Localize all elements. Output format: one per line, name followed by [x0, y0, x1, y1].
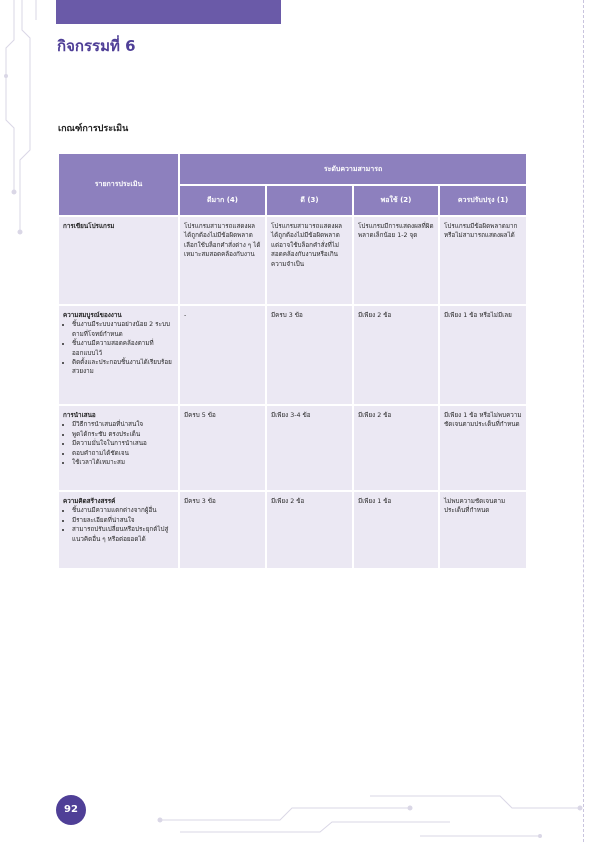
- score-cell: โปรแกรมมีข้อผิดพลาดมากหรือไม่สามารถแสดงผลได้: [440, 217, 526, 304]
- score-cell: มีเพียง 1 ข้อ หรือไม่พบความชัดเจนตามประเด็นที่กำหนด: [440, 406, 526, 490]
- score-cell: โปรแกรมสามารถแสดงผลได้ถูกต้องไม่มีข้อผิดพลาด เลือกใช้บล็อกคำสั่งต่าง ๆ ได้เหมาะสมสอดคล้องกับงาน: [180, 217, 265, 304]
- criteria-bullet: • สามารถปรับเปลี่ยนหรือประยุกต์ไปสู่แนวคิดอื่น ๆ หรือต่อยอดได้: [72, 525, 174, 544]
- criteria-bullet: • ติดตั้งและประกอบชิ้นงานได้เรียบร้อยสวยงาม: [72, 358, 174, 377]
- score-cell: มีครบ 5 ข้อ: [180, 406, 265, 490]
- criteria-cell: [59, 406, 178, 490]
- header-ability-level: ระดับความสามารถ: [180, 154, 526, 184]
- criteria-bullet-list: [63, 320, 174, 376]
- score-cell: มีเพียง 2 ข้อ: [267, 492, 352, 568]
- header-level-good: ดี (3): [267, 186, 352, 215]
- table-row: [59, 217, 526, 304]
- score-cell: โปรแกรมสามารถแสดงผลได้ถูกต้องไม่มีข้อผิดพลาด แต่อาจใช้บล็อกคำสั่งที่ไม่สอดคล้องกับงานหรือเกินความจำเป็น: [267, 217, 352, 304]
- score-cell: มีเพียง 3-4 ข้อ: [267, 406, 352, 490]
- score-cell: โปรแกรมมีการแสดงผลที่ผิดพลาดเล็กน้อย 1-2 จุด: [354, 217, 438, 304]
- criteria-bullet-list: [63, 506, 174, 544]
- activity-title: กิจกรรมที่ 6: [57, 37, 136, 55]
- criteria-bullet: • ชิ้นงานมีระบบงานอย่างน้อย 2 ระบบตามที่โจทย์กำหนด: [72, 320, 174, 339]
- score-cell: มีเพียง 1 ข้อ: [354, 492, 438, 568]
- criteria-bullet: • ตอบคำถามได้ชัดเจน: [72, 449, 174, 458]
- criteria-bullet: • มีวิธีการนำเสนอที่น่าสนใจ: [72, 420, 174, 429]
- top-color-band: [56, 0, 281, 24]
- criteria-title: ความคิดสร้างสรรค์: [63, 498, 116, 505]
- header-criteria: รายการประเมิน: [59, 154, 178, 215]
- criteria-title: ความสมบูรณ์ของงาน: [63, 312, 122, 319]
- page-dashed-border: [583, 0, 584, 842]
- score-cell: มีเพียง 2 ข้อ: [354, 306, 438, 404]
- circuit-decoration-bottom: [120, 770, 595, 842]
- criteria-cell: [59, 217, 178, 304]
- criteria-bullet: • ใช้เวลาได้เหมาะสม: [72, 458, 174, 467]
- criteria-bullet: • มีความมั่นใจในการนำเสนอ: [72, 439, 174, 448]
- score-cell: ไม่พบความชัดเจนตามประเด็นที่กำหนด: [440, 492, 526, 568]
- criteria-bullet: • พูดได้กระชับ ตรงประเด็น: [72, 430, 174, 439]
- circuit-decoration-left: [0, 0, 60, 260]
- header-level-improve: ควรปรับปรุง (1): [440, 186, 526, 215]
- score-cell: มีเพียง 2 ข้อ: [354, 406, 438, 490]
- rubric-table: [57, 152, 528, 570]
- table-row: [59, 406, 526, 490]
- criteria-bullet-list: [63, 420, 174, 467]
- criteria-cell: [59, 306, 178, 404]
- criteria-title: การเขียนโปรแกรม: [63, 223, 115, 230]
- section-heading: เกณฑ์การประเมิน: [58, 124, 129, 134]
- criteria-bullet: • ชิ้นงานมีความสอดคล้องตามที่ออกแบบไว้: [72, 339, 174, 358]
- criteria-title: การนำเสนอ: [63, 412, 96, 419]
- header-level-excellent: ดีมาก (4): [180, 186, 265, 215]
- criteria-bullet: • มีรายละเอียดที่น่าสนใจ: [72, 516, 174, 525]
- score-cell: มีครบ 3 ข้อ: [180, 492, 265, 568]
- score-cell: -: [180, 306, 265, 404]
- criteria-bullet: • ชิ้นงานมีความแตกต่างจากผู้อื่น: [72, 506, 174, 515]
- page-number-badge: 92: [56, 795, 86, 825]
- table-row: [59, 492, 526, 568]
- score-cell: มีเพียง 1 ข้อ หรือไม่มีเลย: [440, 306, 526, 404]
- header-level-fair: พอใช้ (2): [354, 186, 438, 215]
- criteria-cell: [59, 492, 178, 568]
- score-cell: มีครบ 3 ข้อ: [267, 306, 352, 404]
- table-row: [59, 306, 526, 404]
